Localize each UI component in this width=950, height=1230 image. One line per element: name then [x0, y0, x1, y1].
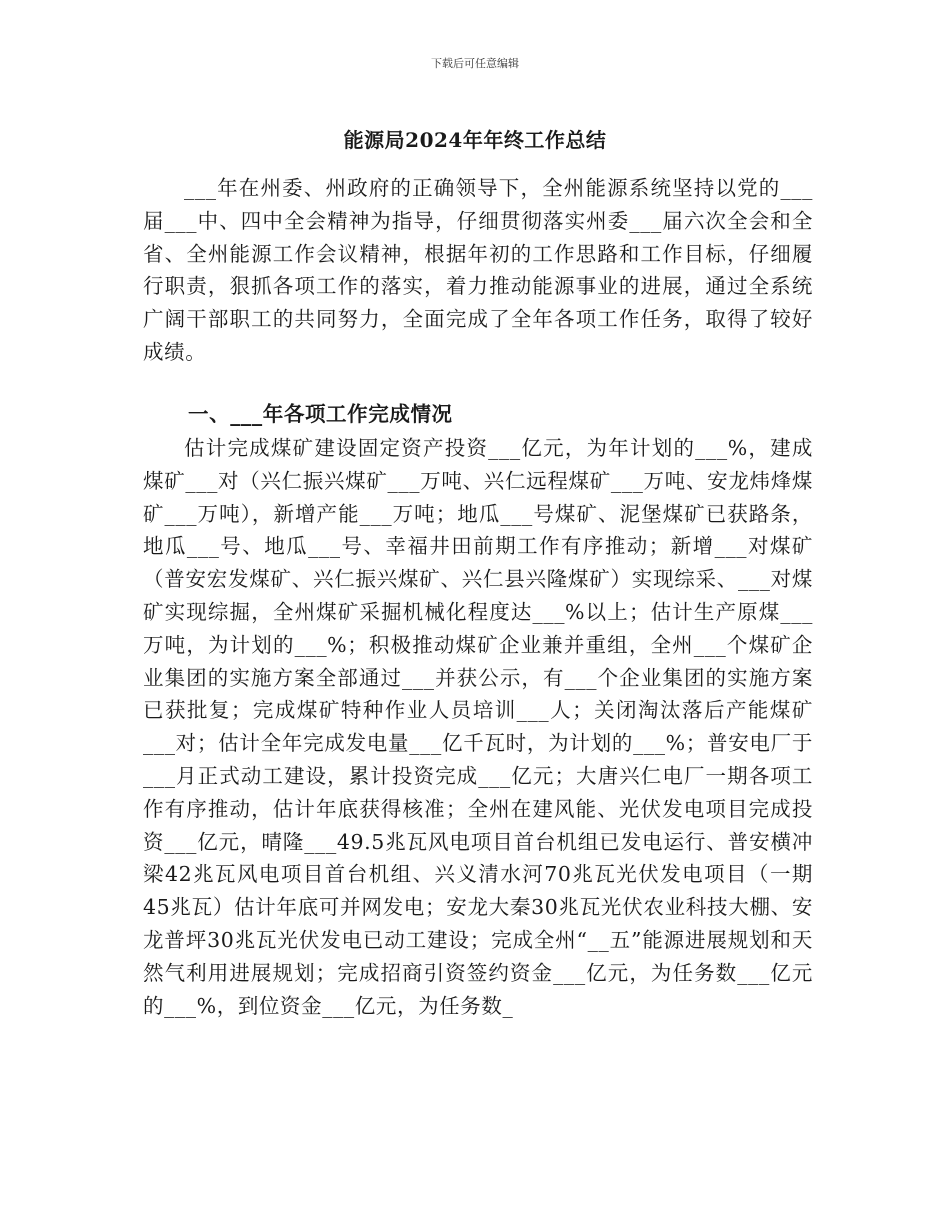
document-title: 能源局2024年年终工作总结 [343, 128, 607, 152]
section-paragraph: 估计完成煤矿建设固定资产投资___亿元，为年计划的___%，建成煤矿___对（兴仁振兴煤矿___万吨、兴仁远程煤矿___万吨、安龙炜烽煤矿___万吨），新增产能___万吨；地瓜___号煤矿、泥堡煤矿已获路条，地瓜___号、地瓜___号、幸福井田前期工作有序推动；新增___对煤矿（普安宏发煤矿、兴仁振兴煤矿、兴仁县兴隆煤矿）实现综采、___对煤矿实现综掘，全州煤矿采掘机械化程度达___%以上；估计生产原煤___万吨，为计划的___%；积极推动煤矿企业兼并重组，全州___个煤矿企业集团的实施方案全部通过___并获公示，有___个企业集团的实施方案已获批复；完成煤矿特种作业人员培训___人；关闭淘汰落后产能煤矿___对；估计全年完成发电量___亿千瓦时，为计划的___%；普安电厂于___月正式动工建设，累计投资完成___亿元；大唐兴仁电厂一期各项工作有序推动，估计年底获得核准；全州在建风能、光伏发电项目完成投资___亿元，晴隆___49.5兆瓦风电项目首台机组已发电运行、普安横冲梁42兆瓦风电项目首台机组、兴义清水河70兆瓦光伏发电项目（一期45兆瓦）估计年底可并网发电；安龙大秦30兆瓦光伏农业科技大棚、安龙普坪30兆瓦光伏发电已动工建设；完成全州“__五”能源进展规划和天然气利用进展规划；完成招商引资签约资金___亿元，为任务数___亿元的___%，到位资金___亿元，为任务数_ [143, 436, 813, 1018]
intro-paragraph: ___年在州委、州政府的正确领导下，全州能源系统坚持以党的___届___中、四中全会精神为指导，仔细贯彻落实州委___届六次全会和全省、全州能源工作会议精神，根据年初的工作思路和工作目标，仔细履行职责，狠抓各项工作的落实，着力推动能源事业的进展，通过全系统广阔干部职工的共同努力，全面完成了全年各项工作任务，取得了较好成绩。 [143, 176, 813, 364]
header-note: 下载后可任意编辑 [431, 57, 519, 70]
section-heading: 一、___年各项工作完成情况 [188, 402, 453, 426]
